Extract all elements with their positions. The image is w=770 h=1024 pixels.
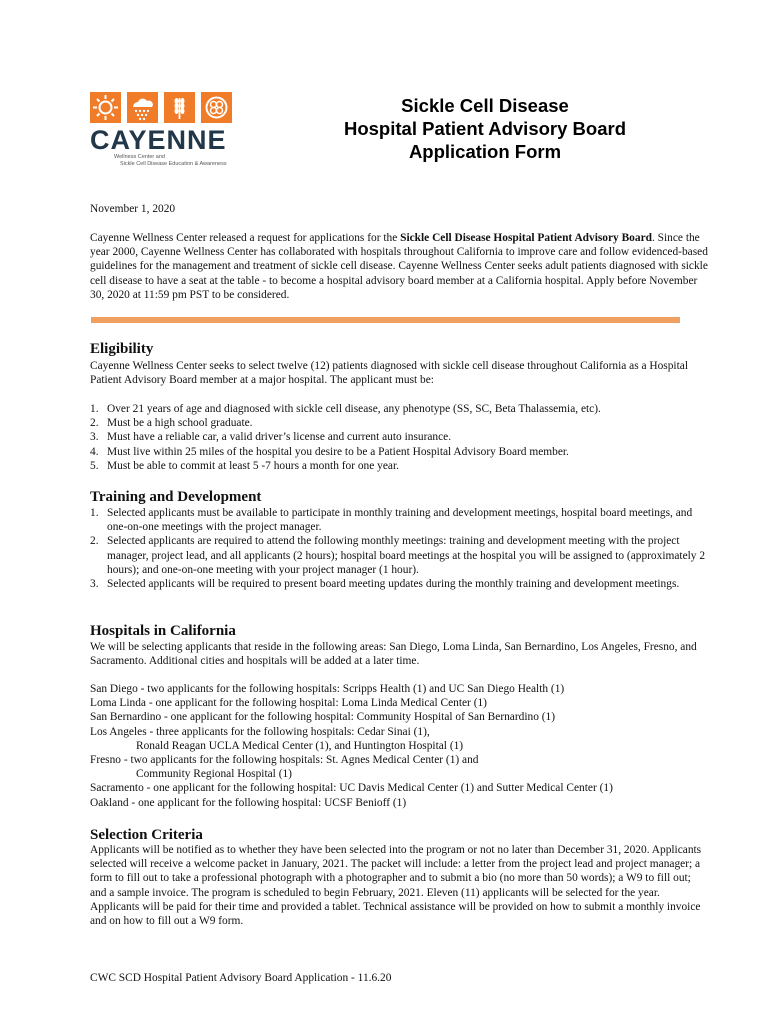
logo-icons [90,92,250,123]
list-item-text: Over 21 years of age and diagnosed with sickle cell disease, any phenotype (SS, SC, Beta Thalassemia, etc). [107,403,601,415]
list-item-text: Selected applicants will be required to present board meeting updates during the monthly training and development meetings. [107,578,680,591]
document-title [300,94,670,163]
hospital-line: Community Regional Hospital (1) [136,768,292,781]
logo-tagline-1: Wellness Center and [114,154,165,160]
logo-wordmark: CAYENNE [90,125,227,155]
title-line-3: Application Form [408,141,562,162]
intro-text-start: Cayenne Wellness Center released a request for applications for the [90,232,401,244]
cell-circle-icon [201,92,232,123]
wheat-icon [164,92,195,123]
list-item [90,430,710,444]
hospital-line: Oakland - one applicant for the following hospital: UCSF Benioff (1) [90,796,407,809]
list-item [90,459,710,473]
list-item-number: 2. [90,535,99,548]
cloud-rain-icon [127,92,158,123]
eligibility-text: Cayenne Wellness Center seeks to select twelve (12) patients diagnosed with sickle cell disease throughout California as a Hospital Patient Advisory Board member at a major hospital. The applicant must be: [90,360,688,387]
section-divider [91,317,680,323]
list-item-number: 4. [90,445,99,458]
cayenne-logo [90,92,250,182]
eligibility-heading: Eligibility [90,341,154,357]
list-item-number: 2. [90,417,99,430]
list-item [90,402,710,416]
hospital-line: Los Angeles - three applicants for the following hospitals: Cedar Sinai (1), [90,725,430,738]
hospitals-text: We will be selecting applicants that reside in the following areas: San Diego, Loma Linda, San Bernardino, Los Angeles, Fresno, and Sacramento. Additional cities and hospitals will be added at a later time. [90,641,697,668]
hospital-line: Fresno - two applicants for the following hospitals: St. Agnes Medical Center (1) and [90,754,479,767]
list-item-number: 3. [90,578,99,591]
selection-heading: Selection Criteria [90,827,203,843]
selection-text: Applicants will be notified as to whether they have been selected into the program or not no later than December 31, 2020. Applicants selected will receive a welcome packet in January, 2021. The packet will include: a letter from the project lead and project manager; a form to fill out to take a professional photograph with a photographer and to submit a bio (no more than 50 words); a W9 to fill out; and a sample invoice. The program is scheduled to begin February, 2021. Eleven (11) applicants will be selected for the year. Applicants will be paid for their time and provided a tablet. Technical assistance will be provided on how to submit a monthly invoice and on how to fill out a W9 form. [90,844,702,928]
list-item-text: Selected applicants are required to attend the following monthly meetings: training and development meeting with the project manager, project lead, and all applicants (2 hours); hospital board meetings at the hospital you will be assigned to (approximately 2 hours); and one-on-one meeting with your project manager (1 hour). [107,535,706,576]
list-item-number: 1. [90,507,99,519]
hospital-line: Sacramento - one applicant for the following hospital: UC Davis Medical Center (1) and Sutter Medical Center (1) [90,782,613,795]
logo-tagline-2: Sickle Cell Disease Education & Awareness [120,161,227,167]
list-item [90,416,710,430]
list-item-text: Must live within 25 miles of the hospital you desire to be a Patient Hospital Advisory Board member. [107,445,569,458]
list-item [90,506,710,534]
intro-paragraph [90,231,710,302]
list-item-text: Must have a reliable car, a valid driver’s license and current auto insurance. [107,431,452,444]
hospitals-heading: Hospitals in California [90,623,236,639]
hospital-line: Loma Linda - one applicant for the following hospital: Loma Linda Medical Center (1) [90,697,487,710]
eligibility-list [90,402,710,473]
list-item-text: Must be able to commit at least 5 -7 hours a month for one year. [107,459,399,472]
intro-text-end: . Since the year 2000, Cayenne Wellness Center has collaborated with hospitals throughout California to improve care and follow evidenced-based guidelines for the management and treatment of sickle cell disease. Cayenne Wellness Center seeks adult patients diagnosed with sickle cell disease to have a seat at the table - to become a hospital advisory board member at a California hospital. Apply before November 30, 2020 at 11:59 pm PST to be considered. [90,232,708,301]
title-line-1: Sickle Cell Disease [401,95,569,116]
list-item [90,445,710,459]
hospital-line: Ronald Reagan UCLA Medical Center (1), and Huntington Hospital (1) [136,739,464,752]
list-item-number: 1. [90,403,99,415]
intro-program-name: Sickle Cell Disease Hospital Patient Advisory Board [400,232,652,244]
sun-icon [90,92,121,123]
list-item [90,577,710,591]
list-item-number: 5. [90,459,99,472]
page-footer: CWC SCD Hospital Patient Advisory Board Application - 11.6.20 [90,972,392,984]
list-item-text: Must be a high school graduate. [107,417,253,430]
hospital-line: San Diego - two applicants for the following hospitals: Scripps Health (1) and UC San Diego Health (1) [90,683,565,695]
list-item [90,534,710,577]
title-line-2: Hospital Patient Advisory Board [343,118,626,139]
hospital-line: San Bernardino - one applicant for the following hospital: Community Hospital of San Bernardino (1) [90,711,556,724]
list-item-text: Selected applicants must be available to participate in monthly training and development meetings, hospital board meetings, and one-on-one meetings with the project manager. [107,507,693,534]
training-heading: Training and Development [90,489,262,505]
hospitals-list [90,682,710,810]
document-date: November 1, 2020 [90,203,176,215]
list-item-number: 3. [90,431,99,444]
training-list [90,506,710,591]
